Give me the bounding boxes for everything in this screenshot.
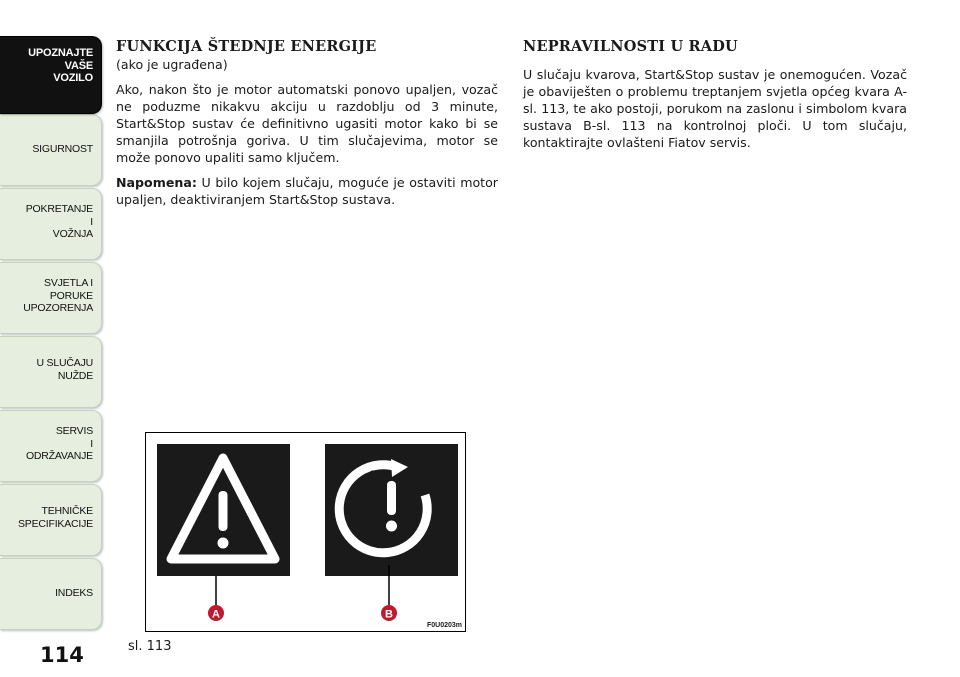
tab-label-line: SIGURNOST bbox=[32, 143, 93, 155]
note-text: U bilo kojem slučaju, moguće je ostaviti motor upaljen, deaktiviranjem Start&Stop sustava. bbox=[116, 175, 498, 207]
figure-illustration bbox=[146, 433, 465, 631]
tab-upoznajte-vase-vozilo[interactable] bbox=[0, 36, 102, 114]
tab-label-line: SERVIS bbox=[55, 425, 93, 437]
tab-label-line: VOZILO bbox=[53, 72, 93, 84]
body-paragraph: U slučaju kvarova, Start&Stop sustav je onemogućen. Vozač je obaviješten o problemu treptanjem svjetla općeg kvara A-sl. 113, te ako postoji, porukom na zaslonu i simbolom kvara sustava B-sl. 113 na kontrolnoj ploči. U tom slučaju, kontaktirajte ovlašteni Fiatov servis. bbox=[523, 67, 907, 150]
tab-label-line: UPOZORENJA bbox=[23, 302, 93, 314]
tab-label-line: I bbox=[90, 215, 93, 228]
page-number: 114 bbox=[40, 643, 84, 667]
tab-svjetla-i-poruke-upozorenja[interactable] bbox=[0, 262, 102, 334]
tab-label-line: PORUKE bbox=[49, 289, 93, 302]
figure-113 bbox=[145, 432, 466, 632]
tab-sigurnost[interactable] bbox=[0, 114, 102, 186]
tab-u-slucaju-nuzde[interactable] bbox=[0, 336, 102, 408]
section-subtitle: (ako je ugrađena) bbox=[116, 57, 228, 72]
tab-label-line: SPECIFIKACIJE bbox=[17, 517, 93, 530]
tab-label-line: ODRŽAVANJE bbox=[25, 450, 93, 462]
tab-pokretanje-i-voznja[interactable] bbox=[0, 188, 102, 260]
tab-label-line: NUŽDE bbox=[57, 369, 93, 382]
figure-code: F0U0203m bbox=[426, 622, 462, 629]
tab-label-line: U SLUČAJU bbox=[36, 357, 93, 369]
tab-indeks[interactable] bbox=[0, 558, 102, 630]
tab-label-line: I bbox=[90, 437, 93, 450]
section-malfunctions bbox=[523, 38, 907, 159]
tab-label-line: POKRETANJE bbox=[25, 203, 93, 215]
label-b: B bbox=[385, 608, 393, 621]
tab-label-line: INDEKS bbox=[55, 587, 93, 599]
tab-servis-i-odrzavanje[interactable] bbox=[0, 410, 102, 482]
tab-label-line: SVJETLA I bbox=[44, 277, 93, 289]
body-paragraph: Ako, nakon što je motor automatski ponovo upaljen, vozač ne poduzme nikakvu akciju u razdoblju od 3 minute, Start&Stop sustav će definitivno ugasiti motor kako bi se smanjila potrošnja goriva. U tim slučajevima, motor se može ponovo upaliti samo ključem. bbox=[116, 82, 498, 165]
tab-label-line: VOŽNJA bbox=[52, 228, 93, 240]
tab-label-line: VAŠE bbox=[64, 59, 93, 72]
label-a: A bbox=[212, 608, 220, 621]
section-energy-saving bbox=[116, 38, 498, 216]
tab-tehnicke-specifikacije[interactable] bbox=[0, 484, 102, 556]
note-label: Napomena: bbox=[116, 175, 197, 190]
section-title: NEPRAVILNOSTI U RADU bbox=[523, 38, 738, 55]
section-title: FUNKCIJA ŠTEDNJE ENERGIJE bbox=[116, 38, 377, 55]
tab-label-line: TEHNIČKE bbox=[41, 505, 93, 517]
tab-label-line: UPOZNAJTE bbox=[28, 47, 93, 59]
note-paragraph bbox=[116, 174, 498, 208]
figure-caption: sl. 113 bbox=[128, 639, 172, 654]
